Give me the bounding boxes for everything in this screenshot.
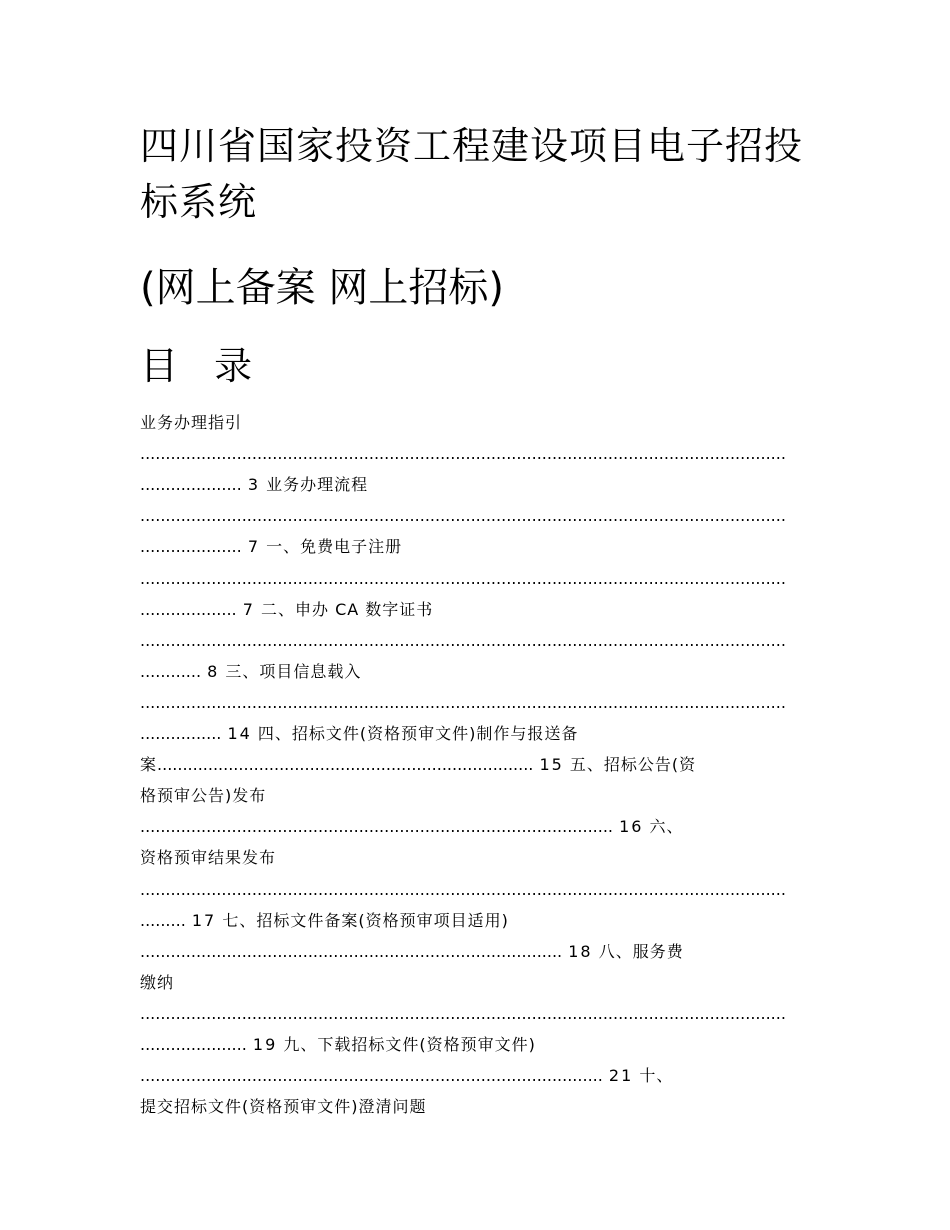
document-page xyxy=(140,0,810,1230)
toc-page-number: 14 xyxy=(227,724,252,743)
toc-line xyxy=(140,599,810,621)
toc-leader-dots: .................... xyxy=(140,475,242,495)
toc-line xyxy=(140,785,810,807)
toc-entry-text: 四、招标文件(资格预审文件)制作与报送备 xyxy=(257,724,579,743)
toc-line xyxy=(140,941,810,963)
toc-leader-dots: .......................................................................... xyxy=(157,755,534,775)
toc-entry-text: 业务办理指引 xyxy=(140,413,243,432)
toc-line xyxy=(140,879,810,901)
toc-leader-dots: ............ xyxy=(140,661,202,681)
toc-line xyxy=(140,505,810,527)
toc-line xyxy=(140,972,810,994)
toc-entry-text: 六、 xyxy=(649,817,684,837)
toc-leader-dots: ......... xyxy=(140,910,186,930)
toc-leader-dots: ............................................................................................. xyxy=(140,817,613,837)
document-title-line1: 四川省国家投资工程建设项目电子招投 xyxy=(140,124,804,168)
toc-line xyxy=(140,661,810,683)
toc-entry-text: 三、项目信息载入 xyxy=(225,661,362,681)
toc-entry-text: 缴纳 xyxy=(140,972,175,992)
toc-heading: 目 录 xyxy=(140,344,265,388)
toc-page-number: 7 xyxy=(247,537,260,557)
document-subtitle: (网上备案 网上招标) xyxy=(140,265,504,311)
toc-line xyxy=(140,412,810,434)
toc-line xyxy=(140,910,810,932)
toc-entry-text: 八、服务费 xyxy=(598,941,684,961)
toc-leader-dots: ................ xyxy=(140,724,222,743)
toc-entry-text: 九、下载招标文件(资格预审文件) xyxy=(283,1035,536,1054)
toc-line xyxy=(140,1003,810,1025)
toc-line xyxy=(140,754,810,776)
toc-entry-text: 一、免费电子注册 xyxy=(266,537,403,557)
toc-leader-dots: .................... xyxy=(140,537,242,557)
toc-leader-dots: ............................................................................................................................... xyxy=(140,444,786,464)
toc-line xyxy=(140,1034,810,1056)
toc-leader-dots: ............................................................................................................................... xyxy=(140,506,786,526)
toc-leader-dots: ............................................................................................................................... xyxy=(140,568,786,588)
toc-page-number: 8 xyxy=(207,661,220,681)
toc-page-number: 19 xyxy=(252,1035,278,1054)
toc-leader-dots: ............................................................................................................................... xyxy=(140,692,786,712)
toc-page-number: 15 xyxy=(539,755,564,775)
toc-line xyxy=(140,847,810,869)
toc-entry-text: 十、 xyxy=(639,1066,674,1086)
toc-leader-dots: ............................................................................................................................... xyxy=(140,1003,786,1023)
toc-leader-dots: ................................................................................... xyxy=(140,941,563,961)
toc-entry-text: 业务办理流程 xyxy=(266,475,369,495)
toc-entry-text: 二、申办 CA 数字证书 xyxy=(261,599,434,619)
document-title xyxy=(140,118,810,230)
toc-page-number: 16 xyxy=(619,817,644,837)
toc-leader-dots: ..................... xyxy=(140,1035,247,1054)
toc-line xyxy=(140,692,810,714)
toc-entry-text: 提交招标文件(资格预审文件)澄清问题 xyxy=(140,1097,427,1117)
toc-line xyxy=(140,474,810,496)
toc-leader-dots: ............................................................................................................................... xyxy=(140,630,786,650)
toc-entry-text: 七、招标文件备案(资格预审项目适用) xyxy=(222,910,509,930)
toc-entry-text: 五、招标公告(资 xyxy=(569,755,697,775)
toc-leader-dots: ................... xyxy=(140,599,237,619)
toc-line xyxy=(140,816,810,838)
toc-line xyxy=(140,568,810,590)
toc-page-number: 18 xyxy=(568,941,593,961)
toc-leader-dots: ........................................................................................... xyxy=(140,1066,603,1086)
toc-line xyxy=(140,1065,810,1087)
document-title-line2: 标系统 xyxy=(140,180,258,224)
toc-line xyxy=(140,536,810,558)
toc-line xyxy=(140,443,810,465)
toc-line xyxy=(140,1096,810,1118)
toc-entry-prefix: 案 xyxy=(140,755,158,775)
toc-line xyxy=(140,723,810,745)
toc-leader-dots: ............................................................................................................................... xyxy=(140,879,786,899)
toc-line xyxy=(140,630,810,652)
toc-entry-text: 资格预审结果发布 xyxy=(140,848,277,868)
toc-entry-text: 格预审公告)发布 xyxy=(140,786,267,806)
toc-page-number: 7 xyxy=(242,599,255,619)
toc-page-number: 17 xyxy=(191,910,217,930)
toc-page-number: 21 xyxy=(608,1066,634,1086)
toc-page-number: 3 xyxy=(247,475,260,495)
